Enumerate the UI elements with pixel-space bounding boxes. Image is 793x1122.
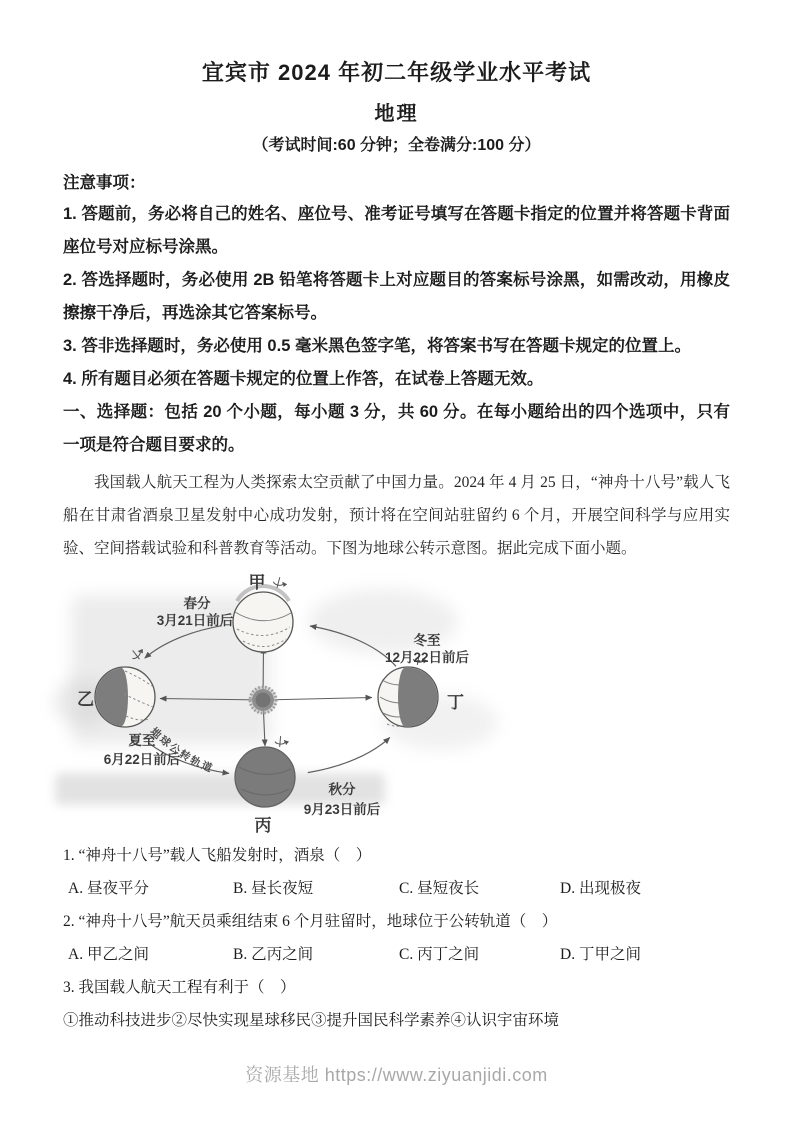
- question-2-option-d: D. 丁甲之间: [560, 946, 641, 963]
- label-yi: 乙: [77, 690, 94, 709]
- question-1: 1. “神舟十八号”载人飞船发射时，酒泉（ ）: [63, 847, 372, 864]
- label-spring-equinox: 春分: [183, 596, 211, 611]
- question-3-numbered-items: ①推动科技进步②尽快实现星球移民③提升国民科学素养④认识宇宙环境: [63, 1012, 560, 1029]
- label-winter-solstice: 冬至: [413, 633, 441, 648]
- question-1-option-b: B. 昼长夜短: [233, 880, 314, 897]
- question-1-option-a: A. 昼夜平分: [68, 880, 149, 897]
- notice-heading: 注意事项：: [63, 174, 146, 192]
- earth-summer-icon: [95, 647, 155, 727]
- watermark-footer: 资源基地 https://www.ziyuanjidi.com: [245, 1065, 548, 1085]
- label-autumn-equinox: 秋分: [328, 782, 356, 797]
- label-winter-date: 12月22日前后: [384, 650, 470, 665]
- earth-autumn-icon: [235, 736, 295, 807]
- label-autumn-date: 9月23日前后: [303, 802, 381, 817]
- question-1-option-d: D. 出现极夜: [560, 880, 641, 897]
- notice-item-2: 2. 答选择题时，务必使用 2B 铅笔将答题卡上对应题目的答案标号涂黑，如需改动，用橡皮擦擦干净后，再选涂其它答案标号。: [63, 271, 730, 322]
- label-jia: 甲: [248, 573, 266, 592]
- question-3: 3. 我国载人航天工程有利于（ ）: [63, 979, 296, 996]
- earth-revolution-svg: [53, 567, 515, 839]
- label-spring-date: 3月21日前后: [156, 613, 234, 628]
- question-2-options: [63, 938, 730, 971]
- subject-title: 地理: [374, 103, 419, 125]
- reading-passage: 我国载人航天工程为人类探索太空贡献了中国力量。2024 年 4 月 25 日，“神舟十八号”载人飞船在甘肃省酒泉卫星发射中心成功发射，预计将在空间站驻留约 6 个月，开展空间科学与应用实验、空间搭载试验和科普教育等活动。下图为地球公转示意图。据此完成下面小题。: [63, 474, 730, 557]
- notice-item-4: 4. 所有题目必须在答题卡规定的位置上作答，在试卷上答题无效。: [63, 370, 544, 388]
- notice-item-3: 3. 答非选择题时，务必使用 0.5 毫米黑色签字笔，将答案书写在答题卡规定的位置上。: [63, 337, 691, 355]
- label-bing: 丙: [254, 816, 272, 835]
- sun-icon: [249, 686, 277, 714]
- question-2-option-a: A. 甲乙之间: [68, 946, 149, 963]
- section-heading: 一、选择题：包括 20 个小题，每小题 3 分，共 60 分。在每小题给出的四个选项中，只有一项是符合题目要求的。: [63, 403, 730, 454]
- orbit-label: 地球公转轨道: [147, 725, 216, 776]
- exam-info: （考试时间:60 分钟；全卷满分:100 分）: [252, 137, 541, 154]
- question-1-options: [63, 872, 730, 905]
- notice-item-1: 1. 答题前，务必将自己的姓名、座位号、准考证号填写在答题卡指定的位置并将答题卡背面座位号对应标号涂黑。: [63, 205, 730, 256]
- question-2-option-b: B. 乙丙之间: [233, 946, 314, 963]
- label-summer-date: 6月22日前后: [103, 752, 181, 767]
- question-2: 2. “神舟十八号”航天员乘组结束 6 个月驻留时，地球位于公转轨道（ ）: [63, 913, 558, 930]
- earth-revolution-diagram: [53, 567, 515, 839]
- label-summer-solstice: 夏至: [128, 733, 156, 748]
- question-1-option-c: C. 昼短夜长: [399, 880, 480, 897]
- page-title: 宜宾市 2024 年初二年级学业水平考试: [201, 60, 592, 85]
- label-ding: 丁: [447, 693, 464, 712]
- question-2-option-c: C. 丙丁之间: [399, 946, 480, 963]
